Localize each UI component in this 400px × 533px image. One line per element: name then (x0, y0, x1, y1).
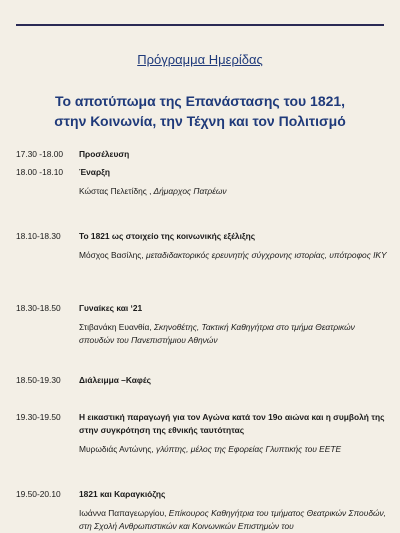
speaker-name: Ιωάννα Παπαγεωργίου, (79, 508, 167, 518)
entry-title: Διάλειμμα –Καφές (79, 375, 151, 385)
entry-time: 19.30-19.50 (16, 412, 61, 422)
entry-speaker (79, 443, 390, 456)
speaker-name: Στιβανάκη Ευανθία, (79, 322, 152, 332)
event-title-line-1: Το αποτύπωμα της Επανάστασης του 1821, (54, 93, 346, 109)
speaker-role: Σκηνοθέτης, Τακτική Καθηγήτρια στο τμήμα Θεατρικών σπουδών του Πανεπιστήμιου Αθηνών (79, 322, 355, 345)
entry-speaker (79, 185, 390, 198)
entry-time: 18.10-18.30 (16, 231, 61, 241)
program-heading: Πρόγραμμα Ημερίδας (137, 52, 263, 67)
entry-title: Η εικαστική παραγωγή για τον Αγώνα κατά τον 19ο αιώνα και η συμβολή της στην συγκρότηση της εθνικής ταυτότητας (79, 412, 385, 435)
entry-time: 18.30-18.50 (16, 303, 61, 313)
entry-speaker (79, 507, 390, 533)
entry-title: Γυναίκες και ‘21 (79, 303, 143, 313)
entry-title: Το 1821 ως στοιχείο της κοινωνικής εξέλιξης (79, 231, 256, 241)
speaker-role: μεταδιδακτορικός ερευνητής σύγχρονης ιστορίας, υπότροφος ΙΚΥ (143, 250, 387, 260)
speaker-name: Μόσχος Βασίλης, (79, 250, 144, 260)
entry-speaker (79, 321, 390, 347)
speaker-role: γλύπτης, μέλος της Εφορείας Γλυπτικής του ΕΕΤΕ (153, 444, 342, 454)
speaker-role: Επίκουρος Καθηγήτρια του τμήματος Θεατρικών Σπουδών, στη Σχολή Ανθρωπιστικών και Κοινωνικών Επιστημών του (79, 508, 387, 531)
entry-time: 19.50-20.10 (16, 489, 61, 499)
entry-speaker (79, 249, 390, 262)
speaker-name: Κώστας Πελετίδης , (79, 186, 152, 196)
entry-title: 1821 και Καραγκιόζης (79, 489, 166, 499)
speaker-role: Δήμαρχος Πατρέων (151, 186, 227, 196)
event-title (0, 91, 400, 131)
entry-time: 18.00 -18.10 (16, 167, 64, 177)
event-title-line-2: στην Κοινωνία, την Τέχνη και τον Πολιτισμό (54, 113, 346, 129)
entry-title: Προσέλευση (79, 149, 130, 159)
entry-time: 18.50-19.30 (16, 375, 61, 385)
speaker-name: Μυρωδιάς Αντώνης, (79, 444, 154, 454)
entry-time: 17.30 -18.00 (16, 149, 64, 159)
top-divider (16, 24, 384, 26)
entry-title: Έναρξη (79, 167, 110, 177)
